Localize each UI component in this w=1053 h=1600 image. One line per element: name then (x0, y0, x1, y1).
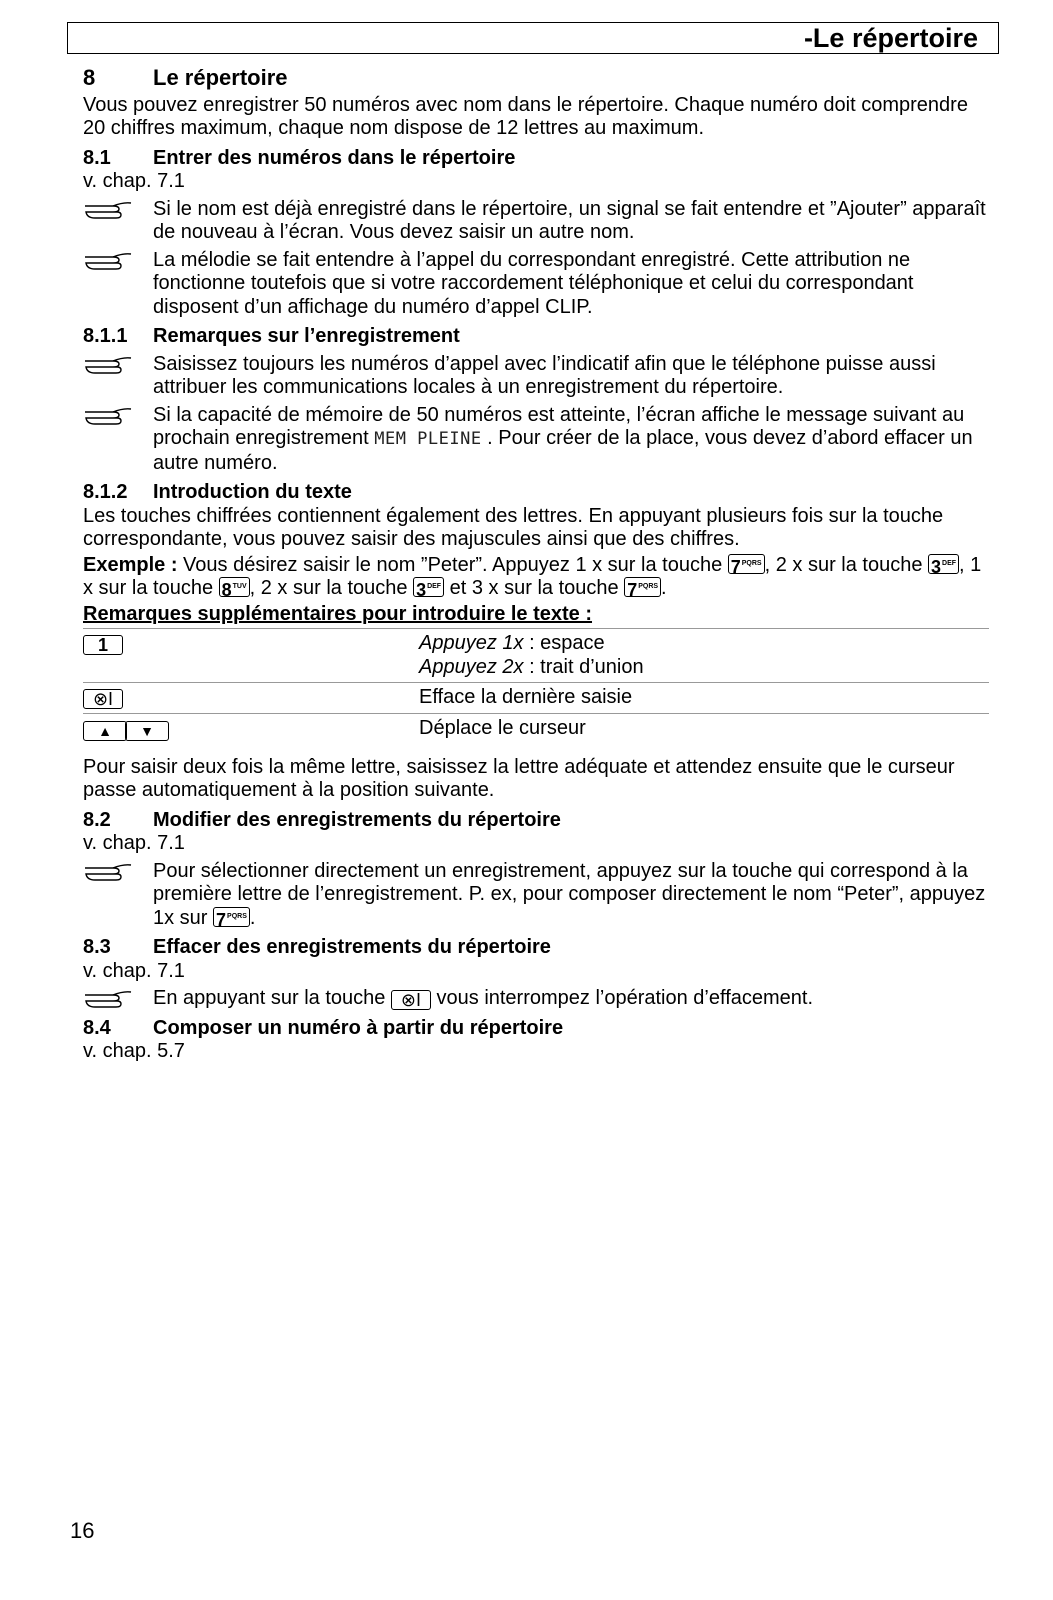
chapter-reference: v. chap. 7.1 (83, 170, 185, 192)
note-text (153, 987, 989, 1011)
section-number: 8.1 (83, 146, 111, 169)
key-letters: PQRS (227, 912, 247, 920)
note (83, 987, 989, 1011)
chapter-reference: v. chap. 5.7 (83, 1040, 185, 1062)
delete-key-icon: ⊗I (391, 990, 431, 1010)
section-8-1-2-heading (83, 481, 989, 505)
example-text: , 1 x sur la touche (83, 553, 982, 599)
section-number: 8.1.1 (83, 325, 128, 347)
key-8-icon (219, 577, 250, 600)
key-function: : trait d’union (523, 655, 644, 678)
note-text-part: En appuyant sur la touche (153, 987, 391, 1009)
section-title: Introduction du texte (153, 481, 352, 503)
note-text: La mélodie se fait entendre à l’appel du correspondant enregistré. Cette attribution ne fonctionne toutefois que si votre raccordement téléphonique et celui du correspondant disposent d’un affichage du numéro d’appel CLIP. (153, 248, 914, 318)
note-text-part: . (249, 906, 256, 929)
section-number: 8.2 (83, 808, 111, 831)
note-text (153, 860, 989, 931)
table-row (83, 683, 989, 714)
pointing-hand-icon (83, 989, 135, 1009)
note (83, 249, 989, 320)
key-digit: 3 (416, 580, 427, 600)
note-text-part: Pour sélectionner directement un enregistrement, appuyez sur la touche qui correspond à la première lettre de l’enregistrement. P. ex, pour composer directement le nom “Peter”, appuyez 1x sur (153, 859, 986, 929)
pointing-hand-icon (83, 406, 135, 426)
section-body: Les touches chiffrées contiennent également des lettres. En appuyant plusieurs fois sur la touche correspondante, vous pouvez saisir des majuscules ainsi que des chiffres. (83, 504, 944, 550)
key-digit: 7 (216, 909, 227, 930)
chapter-reference: v. chap. 7.1 (83, 959, 185, 982)
section-title: Entrer des numéros dans le répertoire (153, 146, 516, 169)
section-number: 8.1.2 (83, 481, 128, 503)
key-digit: 8 (221, 580, 232, 600)
key-function-table (83, 628, 989, 744)
note-text (153, 404, 989, 476)
key-letters: PQRS (741, 559, 762, 567)
note-text-part: Si la capacité de mémoire de 50 numéros est atteinte, l’écran affiche le message suivant au prochain enregistrement (153, 403, 965, 449)
header-box (67, 22, 999, 54)
note (83, 404, 989, 476)
key-7-icon (213, 907, 250, 930)
note-text-part: . Pour créer de la place, vous devez d’abord effacer un autre numéro. (153, 427, 973, 474)
example-paragraph (83, 554, 989, 601)
note (83, 353, 989, 400)
example-text: , 2 x sur la touche (764, 553, 929, 576)
section-8-3-heading (83, 936, 989, 960)
press-count: Appuyez 2x (419, 655, 524, 678)
section-number: 8.3 (83, 936, 111, 958)
key-3-icon (928, 554, 959, 577)
table-row (83, 629, 989, 683)
note (83, 198, 989, 245)
remarks-title: Remarques supplémentaires pour introduire le texte : (83, 602, 593, 625)
section-8-1-heading (83, 147, 989, 171)
section-8-4-heading (83, 1017, 989, 1041)
section-body: Pour saisir deux fois la même lettre, saisissez la lettre adéquate et attendez ensuite que le curseur passe automatiquement à la position suivante. (83, 755, 955, 801)
key-digit: 7 (627, 580, 638, 600)
example-text: et 3 x sur la touche (444, 577, 625, 599)
note-text: Saisissez toujours les numéros d’appel avec l’indicatif afin que le téléphone puisse aussi attribuer les communications locales à un enregistrement du répertoire. (153, 352, 936, 398)
key-function: Déplace le curseur (419, 713, 989, 744)
delete-key-icon: ⊗I (83, 689, 123, 709)
key-7-icon (728, 554, 765, 577)
note-text: Si le nom est déjà enregistré dans le répertoire, un signal se fait entendre et ”Ajouter” apparaît de nouveau à l’écran. Vous devez saisir un autre nom. (153, 197, 986, 243)
example-label: Exemple : (83, 553, 178, 576)
pointing-hand-icon (83, 251, 135, 271)
section-8-1-1-heading (83, 325, 989, 349)
table-row (83, 713, 989, 744)
pointing-hand-icon (83, 862, 135, 882)
key-function: : espace (523, 632, 605, 654)
section-8-2-heading (83, 809, 989, 833)
document-page (83, 22, 989, 1064)
key-letters: DEF (427, 583, 442, 590)
example-text: . (661, 577, 667, 599)
key-letters: PQRS (638, 583, 659, 590)
section-8-heading (83, 66, 989, 90)
section-title: Le répertoire (153, 65, 288, 90)
key-digit: 7 (730, 556, 741, 577)
section-8-intro: Vous pouvez enregistrer 50 numéros avec nom dans le répertoire. Chaque numéro doit comprendre 20 chiffres maximum, chaque nom dispose de 12 lettres au maximum. (83, 93, 968, 139)
chapter-reference: v. chap. 7.1 (83, 832, 185, 854)
example-text: , 2 x sur la touche (249, 577, 414, 599)
display-message: MEM PLEINE (374, 429, 482, 449)
example-text: Vous désirez saisir le nom ”Peter”. Appuyez 1 x sur la touche (177, 553, 728, 576)
section-title: Composer un numéro à partir du répertoire (153, 1016, 564, 1039)
key-letters: DEF (942, 559, 957, 567)
key-7-icon (624, 577, 661, 600)
arrow-down-key-icon: ▼ (125, 721, 169, 741)
section-title: Remarques sur l’enregistrement (153, 325, 460, 347)
section-title: Effacer des enregistrements du répertoire (153, 936, 551, 958)
section-number: 8 (83, 65, 96, 90)
key-function: Efface la dernière saisie (419, 683, 989, 714)
press-count: Appuyez 1x (419, 632, 524, 654)
key-letters: TUV (232, 583, 247, 590)
key-3-icon (413, 577, 444, 600)
arrow-up-key-icon: ▲ (83, 721, 127, 741)
page-number: 16 (70, 1518, 95, 1543)
section-title: Modifier des enregistrements du répertoire (153, 808, 561, 831)
pointing-hand-icon (83, 200, 135, 220)
pointing-hand-icon (83, 355, 135, 375)
section-number: 8.4 (83, 1016, 111, 1039)
note-text-part: vous interrompez l’opération d’effacement. (430, 987, 814, 1009)
header-title: -Le répertoire (803, 23, 978, 53)
key-1-icon: 1 (83, 635, 123, 655)
note (83, 860, 989, 931)
key-digit: 3 (931, 556, 942, 577)
